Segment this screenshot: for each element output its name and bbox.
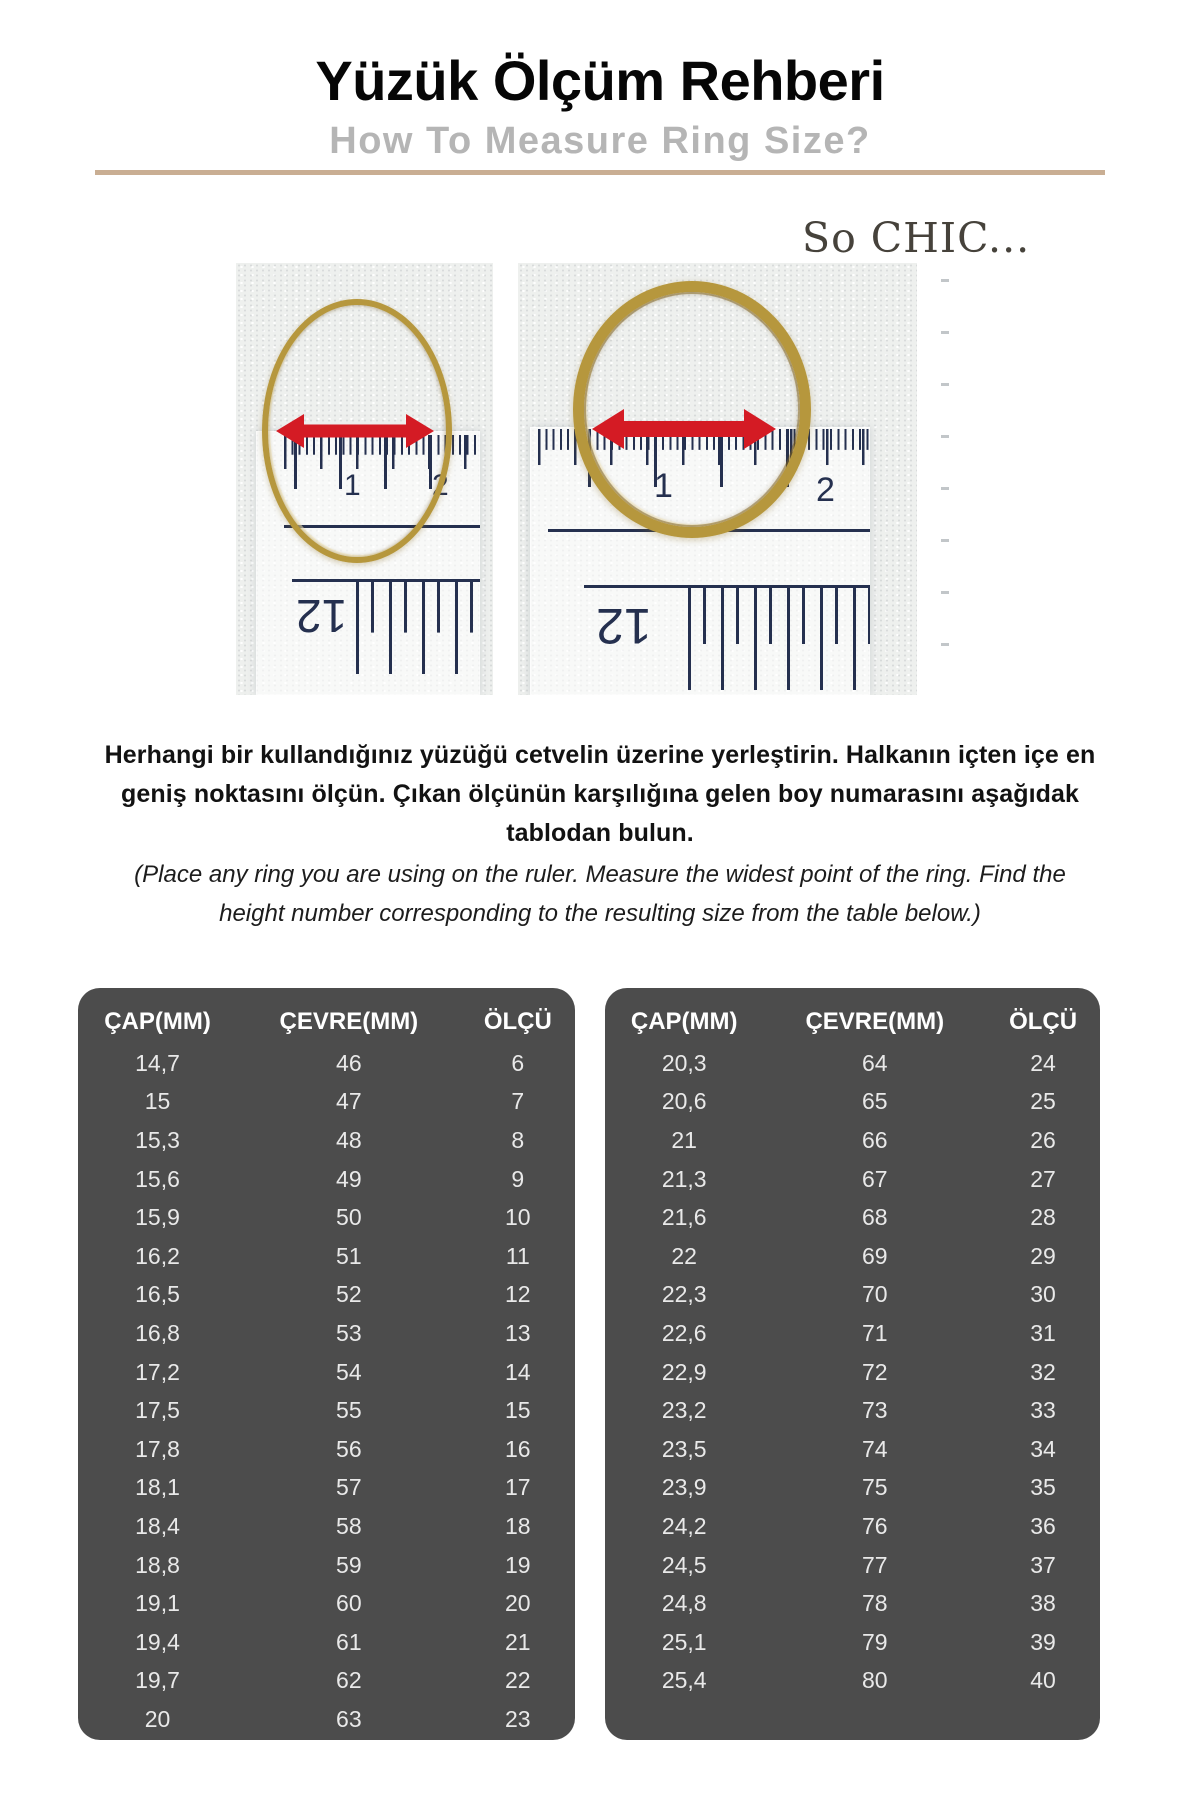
table-cell: 21,6 xyxy=(661,1204,707,1231)
table-cell: 8 xyxy=(511,1126,525,1153)
instruction-turkish: Herhangi bir kullandığınız yüzüğü cetvelin üzerine yerleştirin. Halkanın içten içe en geniş noktasını ölçün. Çıkan ölçünün karşılığına gelen boy numarasını aşağıdak tablodan bulun. xyxy=(104,741,1096,847)
table-cell: 11 xyxy=(505,1242,530,1269)
table-cell: 14 xyxy=(505,1358,531,1385)
table-cell: 21 xyxy=(671,1126,697,1153)
table-cell: 76 xyxy=(861,1512,888,1539)
table-row xyxy=(78,1044,575,1083)
table-row xyxy=(78,1160,575,1199)
table-cell: 22,3 xyxy=(661,1281,707,1308)
table-row xyxy=(605,1662,1100,1701)
table-row xyxy=(78,1198,575,1237)
table-cell: 7 xyxy=(511,1088,525,1115)
table-cell: 24,8 xyxy=(661,1590,707,1617)
table-cell: 20,6 xyxy=(661,1088,707,1115)
table-cell: 21 xyxy=(505,1628,531,1655)
table-cell: 59 xyxy=(336,1551,362,1578)
table-cell: 17,5 xyxy=(135,1397,180,1424)
table-row xyxy=(78,1662,575,1701)
table-cell: 36 xyxy=(1030,1512,1056,1539)
table-cell: 30 xyxy=(1030,1281,1056,1308)
table-cell: 9 xyxy=(511,1165,525,1192)
table-cell: 56 xyxy=(336,1435,362,1462)
table-cell: 60 xyxy=(336,1590,362,1617)
table-cell: 54 xyxy=(336,1358,362,1385)
table-cell: 15,9 xyxy=(135,1204,180,1231)
table-cell: 58 xyxy=(336,1512,362,1539)
table-cell: 19,1 xyxy=(135,1590,180,1617)
divider xyxy=(95,170,1105,175)
table-cell: 16 xyxy=(505,1435,531,1462)
table-cell: 13 xyxy=(505,1319,531,1346)
table-cell: 23 xyxy=(505,1705,531,1732)
table-cell: 18,4 xyxy=(135,1512,180,1539)
table-cell: 33 xyxy=(1030,1397,1056,1424)
table-cell: 35 xyxy=(1030,1474,1056,1501)
table-cell: 31 xyxy=(1030,1319,1056,1346)
table-cell: 72 xyxy=(861,1358,888,1385)
table-cell: 74 xyxy=(861,1435,888,1462)
table-cell: 40 xyxy=(1030,1667,1056,1694)
table-row xyxy=(605,1044,1100,1083)
table-cell: 61 xyxy=(336,1628,362,1655)
table-row xyxy=(605,1353,1100,1392)
table-row xyxy=(78,1083,575,1122)
table-cell: 77 xyxy=(861,1551,888,1578)
table-cell: 19,7 xyxy=(135,1667,180,1694)
table-cell: 28 xyxy=(1030,1204,1056,1231)
table-row xyxy=(78,1237,575,1276)
table-cell: 15,6 xyxy=(135,1165,180,1192)
ruler-number-1: 1 xyxy=(344,469,361,502)
table-cell: 55 xyxy=(336,1397,362,1424)
table-row xyxy=(78,1700,575,1739)
table-cell: 71 xyxy=(861,1319,888,1346)
table-cell: 29 xyxy=(1030,1242,1056,1269)
arrow-bar xyxy=(620,421,748,437)
table-cell: 38 xyxy=(1030,1590,1056,1617)
dash-marks xyxy=(941,279,949,695)
table-cell: 17,2 xyxy=(135,1358,180,1385)
table-row xyxy=(605,1121,1100,1160)
table-header-cell: ÇEVRE(MM) xyxy=(805,1008,945,1035)
table-header-cell: ÇAP(MM) xyxy=(630,1008,738,1035)
table-row xyxy=(605,1584,1100,1623)
table-cell: 79 xyxy=(861,1628,888,1655)
table-cell: 12 xyxy=(505,1281,531,1308)
table-row xyxy=(78,1430,575,1469)
ruler-number-1: 1 xyxy=(654,467,673,505)
ruler-number-2: 2 xyxy=(816,471,835,509)
page-title: Yüzük Ölçüm Rehberi xyxy=(315,49,885,112)
table-cell: 17,8 xyxy=(135,1435,180,1462)
table-cell: 22 xyxy=(671,1242,697,1269)
table-cell: 15 xyxy=(144,1088,171,1115)
table-cell: 64 xyxy=(861,1049,888,1076)
table-row xyxy=(78,1276,575,1315)
table-cell: 62 xyxy=(336,1667,362,1694)
table-cell: 32 xyxy=(1030,1358,1056,1385)
table-cell: 50 xyxy=(336,1204,362,1231)
table-cell: 15,3 xyxy=(135,1126,180,1153)
table-body xyxy=(605,1044,1100,1700)
table-cell: 48 xyxy=(336,1126,362,1153)
table-cell: 23,9 xyxy=(661,1474,707,1501)
ruler-lower-ticks xyxy=(688,588,870,690)
table-header xyxy=(605,1000,1100,1044)
table-row xyxy=(605,1507,1100,1546)
table-cell: 46 xyxy=(336,1049,362,1076)
table-cell: 6 xyxy=(511,1049,525,1076)
table-row xyxy=(78,1546,575,1585)
table-cell: 52 xyxy=(336,1281,362,1308)
table-row xyxy=(78,1469,575,1508)
table-cell: 19,4 xyxy=(135,1628,180,1655)
table-cell: 22,6 xyxy=(661,1319,707,1346)
table-cell: 78 xyxy=(861,1590,888,1617)
table-cell: 23,5 xyxy=(661,1435,707,1462)
ruler-flipped-number: 12 xyxy=(296,590,348,642)
table-cell: 24,5 xyxy=(661,1551,707,1578)
table-cell: 53 xyxy=(336,1319,362,1346)
table-row xyxy=(78,1353,575,1392)
table-row xyxy=(605,1198,1100,1237)
instruction-english: (Place any ring you are using on the ruler. Measure the widest point of the ring. Find the height number corresponding to the resulting size from the table below.) xyxy=(134,861,1066,927)
table-row xyxy=(605,1623,1100,1662)
measure-arrow-icon xyxy=(276,413,434,449)
brand-logo: So CHIC... xyxy=(802,214,1031,262)
table-cell: 51 xyxy=(336,1242,362,1269)
table-row xyxy=(605,1391,1100,1430)
table-cell: 16,2 xyxy=(135,1242,180,1269)
table-cell: 65 xyxy=(861,1088,888,1115)
table-body xyxy=(78,1044,575,1739)
table-cell: 39 xyxy=(1030,1628,1056,1655)
table-row xyxy=(605,1314,1100,1353)
table-cell: 18,1 xyxy=(135,1474,180,1501)
table-cell: 68 xyxy=(861,1204,888,1231)
table-header-cell: ÖLÇÜ xyxy=(483,1008,552,1035)
table-cell: 80 xyxy=(861,1667,888,1694)
table-row xyxy=(605,1276,1100,1315)
table-cell: 66 xyxy=(861,1126,888,1153)
table-header xyxy=(78,1000,575,1044)
ruler-number-2: 2 xyxy=(432,469,449,502)
table-cell: 47 xyxy=(336,1088,362,1115)
table-header-cell: ÇAP(MM) xyxy=(104,1008,211,1035)
table-cell: 15 xyxy=(505,1397,531,1424)
table-cell: 20 xyxy=(144,1705,171,1732)
table-cell: 67 xyxy=(861,1165,888,1192)
measure-arrow-icon xyxy=(592,407,776,451)
table-cell: 69 xyxy=(861,1242,888,1269)
table-row xyxy=(605,1430,1100,1469)
table-row xyxy=(605,1237,1100,1276)
table-cell: 63 xyxy=(336,1705,362,1732)
table-header-cell: ÇEVRE(MM) xyxy=(279,1008,419,1035)
table-cell: 16,8 xyxy=(135,1319,180,1346)
ruler-flipped-number: 12 xyxy=(596,598,652,654)
ring-photo-large xyxy=(518,263,917,695)
table-cell: 16,5 xyxy=(135,1281,180,1308)
table-row xyxy=(78,1584,575,1623)
table-cell: 22 xyxy=(505,1667,531,1694)
table-cell: 24,2 xyxy=(661,1512,707,1539)
size-table-left xyxy=(78,988,575,1740)
table-row xyxy=(78,1121,575,1160)
ring-photo-small xyxy=(236,263,493,695)
table-cell: 23,2 xyxy=(661,1397,707,1424)
table-cell: 70 xyxy=(861,1281,888,1308)
table-row xyxy=(78,1623,575,1662)
table-cell: 57 xyxy=(336,1474,362,1501)
table-cell: 24 xyxy=(1030,1049,1056,1076)
table-cell: 20,3 xyxy=(661,1049,707,1076)
table-cell: 19 xyxy=(505,1551,531,1578)
table-cell: 26 xyxy=(1030,1126,1056,1153)
ruler-lower-ticks xyxy=(356,582,482,674)
table-cell: 18 xyxy=(505,1512,531,1539)
table-cell: 17 xyxy=(505,1474,531,1501)
table-row xyxy=(605,1160,1100,1199)
table-cell: 73 xyxy=(861,1397,888,1424)
page-subtitle: How To Measure Ring Size? xyxy=(329,120,871,162)
table-row xyxy=(605,1546,1100,1585)
table-cell: 49 xyxy=(336,1165,362,1192)
table-row xyxy=(78,1314,575,1353)
table-cell: 25 xyxy=(1030,1088,1056,1115)
size-table-right xyxy=(605,988,1100,1740)
table-row xyxy=(605,1469,1100,1508)
table-cell: 18,8 xyxy=(135,1551,180,1578)
table-cell: 34 xyxy=(1030,1435,1056,1462)
arrow-bar xyxy=(300,425,410,438)
table-cell: 25,1 xyxy=(661,1628,707,1655)
table-cell: 75 xyxy=(861,1474,888,1501)
table-cell: 22,9 xyxy=(661,1358,707,1385)
table-cell: 14,7 xyxy=(135,1049,180,1076)
table-cell: 25,4 xyxy=(661,1667,707,1694)
table-row xyxy=(78,1391,575,1430)
table-row xyxy=(78,1507,575,1546)
table-cell: 20 xyxy=(505,1590,531,1617)
table-cell: 27 xyxy=(1030,1165,1056,1192)
table-cell: 21,3 xyxy=(661,1165,707,1192)
table-header-cell: ÖLÇÜ xyxy=(1009,1008,1078,1035)
table-cell: 37 xyxy=(1030,1551,1056,1578)
table-cell: 10 xyxy=(505,1204,531,1231)
table-row xyxy=(605,1083,1100,1122)
